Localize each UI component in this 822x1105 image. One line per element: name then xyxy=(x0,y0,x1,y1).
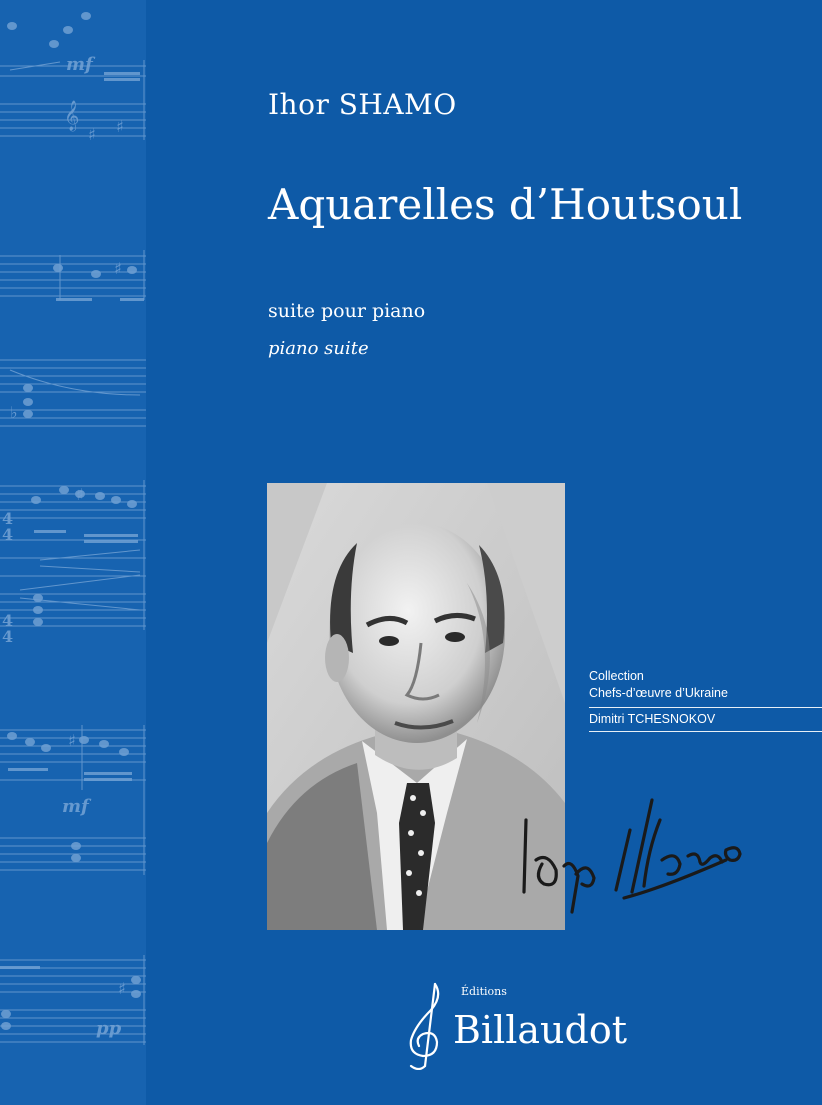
time-signature-top-2: 4 xyxy=(2,611,14,630)
svg-text:♯: ♯ xyxy=(88,125,96,144)
treble-clef-icon: 𝄞 xyxy=(64,101,80,131)
dynamic-mark-1: mf xyxy=(66,54,93,75)
svg-text:♭: ♭ xyxy=(10,403,18,422)
publisher-editions-label: Éditions xyxy=(461,985,507,998)
time-signature-bottom: 4 xyxy=(2,525,14,544)
publisher-name: Billaudot xyxy=(453,1008,627,1052)
collection-label: Collection xyxy=(589,669,644,683)
svg-text:♯: ♯ xyxy=(68,731,76,750)
collection-series: Chefs-d’œuvre d’Ukraine xyxy=(589,686,728,700)
collection-info xyxy=(589,668,822,732)
collection-divider xyxy=(589,707,822,708)
subtitle-english: piano suite xyxy=(268,338,369,359)
svg-text:♯: ♯ xyxy=(76,485,84,504)
collection-editor: Dimitri TCHESNOKOV xyxy=(589,712,716,726)
handwritten-signature xyxy=(512,780,752,920)
svg-text:♯: ♯ xyxy=(118,979,126,998)
time-signature-bottom-2: 4 xyxy=(2,627,14,646)
collection-divider-bottom xyxy=(589,731,822,732)
composer-name: Ihor SHAMO xyxy=(268,88,457,121)
dynamic-mark-2: mf xyxy=(62,796,89,817)
svg-text:♯: ♯ xyxy=(116,117,124,136)
music-notation-decoration xyxy=(0,0,146,1105)
work-title: Aquarelles d’Houtsoul xyxy=(268,180,743,229)
svg-text:♯: ♯ xyxy=(114,259,122,278)
dynamic-mark-3: pp xyxy=(96,1018,122,1039)
subtitle-french: suite pour piano xyxy=(268,300,426,322)
music-notation-strip xyxy=(0,0,146,1105)
time-signature-top: 4 xyxy=(2,509,14,528)
publisher-logo xyxy=(385,980,645,1070)
